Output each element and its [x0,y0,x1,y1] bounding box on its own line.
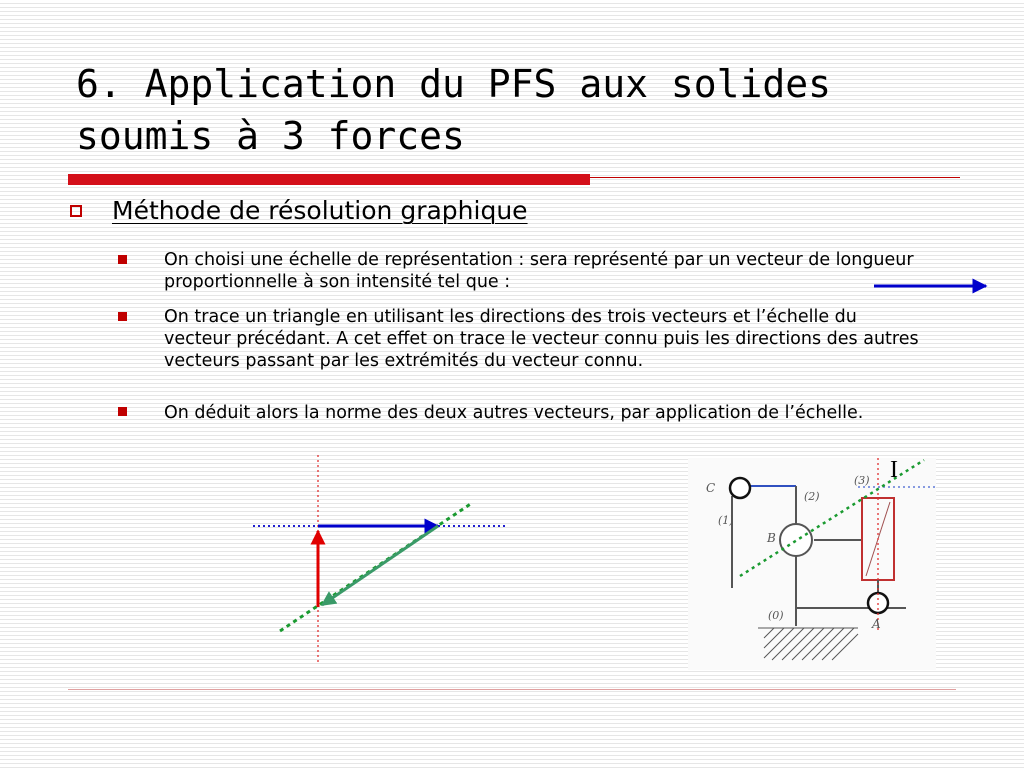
bullet-scale [118,249,928,293]
joint-c [730,478,750,498]
title-accent-bar [68,174,590,185]
label-part-1: (1) [718,514,734,527]
bullet-deduce [118,401,928,426]
mechanism-figure [688,458,938,670]
level1-text: Méthode de résolution graphique [112,196,528,225]
square-bullet-icon [118,255,127,264]
slide-title [76,58,976,162]
label-part-0: (0) [768,609,784,622]
bullet-triangle [118,306,928,372]
green-vector [322,526,438,605]
hollow-square-bullet-icon [70,205,82,217]
force-triangle-diagram [250,455,520,670]
square-bullet-icon [118,312,127,321]
square-bullet-icon [118,407,127,416]
label-b: B [767,531,776,545]
level1-bullet [70,196,970,225]
title-line-1: 6. Application du PFS aux solides [76,62,831,106]
bullet-text-scale: On choisi une échelle de représentation : sera représenté par un vecteur de longueur proportionnelle à son intensité tel que : [164,250,914,292]
label-part-2: (2) [804,490,820,503]
label-a: A [872,617,881,631]
bottom-rule [68,689,956,690]
ground-hatching [758,628,858,660]
bullet-text-deduce: On déduit alors la norme des deux autres vecteurs, par application de l’échelle. [164,403,864,423]
label-point-i: I [890,457,898,483]
label-part-3: (3) [854,474,870,487]
joint-b [780,524,812,556]
bullet-text-triangle: On trace un triangle en utilisant les directions des trois vecteurs et l’échelle du vecteur précédant. A cet effet on trace le vecteur connu puis les directions des autres vecteurs passant par les extrémités du vecteur connu. [164,307,919,371]
scale-vector-arrow [872,278,992,294]
label-c: C [706,481,716,495]
title-line-2: soumis à 3 forces [76,114,465,158]
